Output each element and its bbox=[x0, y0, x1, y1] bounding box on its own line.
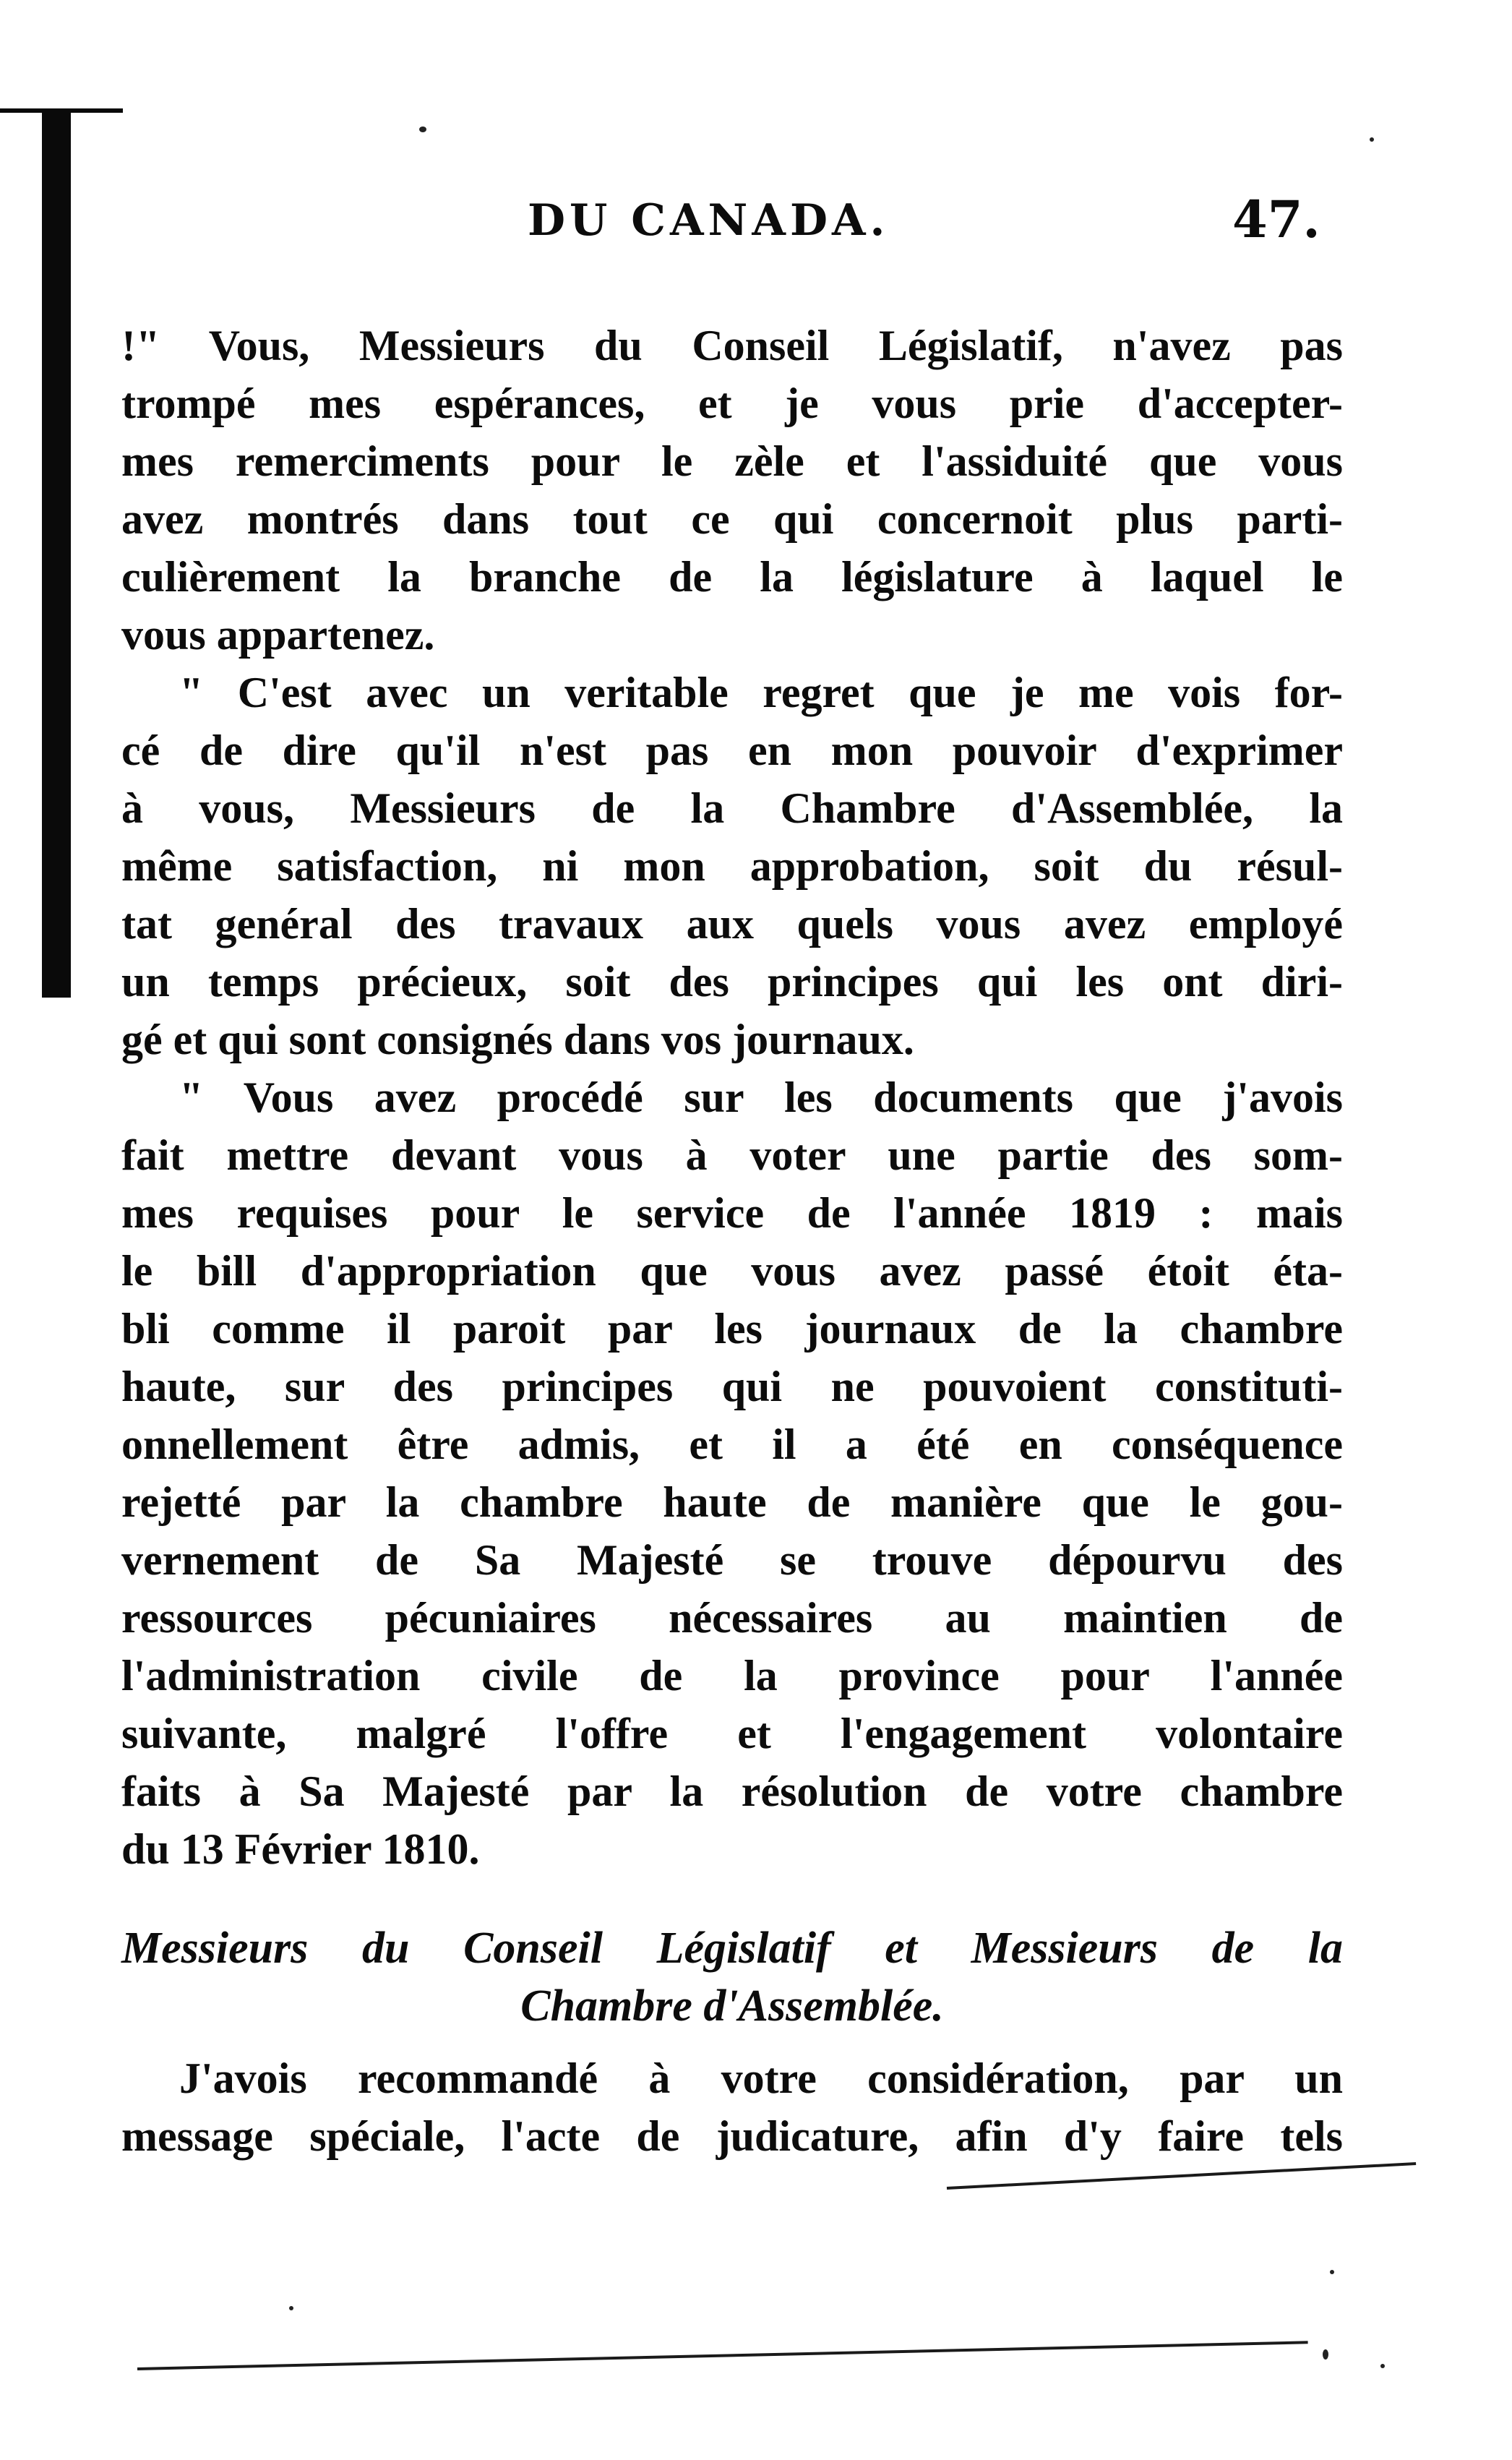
text-line: l'administration civile de la province pour l'année bbox=[121, 1652, 1343, 1700]
text-line: message spéciale, l'acte de judicature, afin d'y faire tels bbox=[121, 2112, 1343, 2160]
text-line: vernement de Sa Majesté se trouve dépourvu des bbox=[121, 1536, 1343, 1584]
scan-speck bbox=[1330, 2270, 1334, 2274]
scan-speck bbox=[1323, 2349, 1328, 2360]
text-line: faits à Sa Majesté par la résolution de votre chambre bbox=[121, 1767, 1343, 1815]
page-number: 47. bbox=[1232, 189, 1320, 249]
text-line: ressources pécuniaires nécessaires au maintien de bbox=[121, 1594, 1343, 1642]
text-line: onnellement être admis, et il a été en conséquence bbox=[121, 1420, 1343, 1468]
text-line: " Vous avez procédé sur les documents que j'avois bbox=[179, 1073, 1343, 1121]
scan-speck bbox=[1380, 2364, 1385, 2368]
closing-paragraph bbox=[121, 2049, 1343, 2165]
text-line: suivante, malgré l'offre et l'engagement volontaire bbox=[121, 1710, 1343, 1757]
text-line: tat genéral des travaux aux quels vous avez employé bbox=[121, 900, 1343, 948]
section-heading bbox=[121, 1919, 1343, 2035]
text-line: mes remerciments pour le zèle et l'assiduité que vous bbox=[121, 437, 1343, 485]
heading-line-1: Messieurs du Conseil Législatif et Messieurs de la bbox=[121, 1924, 1343, 1973]
text-line: mes requises pour le service de l'année 1819 : mais bbox=[121, 1189, 1343, 1237]
page-edge-line bbox=[947, 2162, 1416, 2190]
text-line: le bill d'appropriation que vous avez passé étoit éta- bbox=[121, 1247, 1343, 1295]
page-header bbox=[0, 189, 1512, 254]
text-line: vous appartenez. bbox=[121, 611, 435, 659]
text-line: J'avois recommandé à votre considération, par un bbox=[179, 2054, 1343, 2102]
text-line: !" Vous, Messieurs du Conseil Législatif, n'avez pas bbox=[121, 322, 1343, 369]
text-line: du 13 Février 1810. bbox=[121, 1825, 480, 1873]
text-line: même satisfaction, ni mon approbation, soit du résul- bbox=[121, 842, 1343, 890]
text-line: trompé mes espérances, et je vous prie d'accepter- bbox=[121, 380, 1343, 427]
heading-line-2: Chambre d'Assemblée. bbox=[520, 1981, 944, 2031]
text-line: cé de dire qu'il n'est pas en mon pouvoir d'exprimer bbox=[121, 727, 1343, 774]
running-head: DU CANADA. bbox=[528, 195, 890, 246]
text-line: rejetté par la chambre haute de manière que le gou- bbox=[121, 1478, 1343, 1526]
scan-speck bbox=[419, 127, 426, 132]
main-paragraphs bbox=[121, 317, 1343, 1878]
scan-speck bbox=[1370, 137, 1374, 142]
text-line: un temps précieux, soit des principes qui les ont diri- bbox=[121, 958, 1343, 1006]
text-line: gé et qui sont consignés dans vos journaux. bbox=[121, 1016, 914, 1063]
page-edge-line bbox=[137, 2341, 1308, 2370]
text-line: " C'est avec un veritable regret que je me vois for- bbox=[179, 669, 1343, 716]
text-line: avez montrés dans tout ce qui concernoit plus parti- bbox=[121, 495, 1343, 543]
scan-speck bbox=[289, 2306, 293, 2310]
text-line: culièrement la branche de la législature à laquel le bbox=[121, 553, 1343, 601]
text-line: bli comme il paroit par les journaux de la chambre bbox=[121, 1305, 1343, 1353]
text-line: haute, sur des principes qui ne pouvoient constituti- bbox=[121, 1363, 1343, 1410]
text-line: à vous, Messieurs de la Chambre d'Assemblée, la bbox=[121, 784, 1343, 832]
text-line: fait mettre devant vous à voter une partie des som- bbox=[121, 1131, 1343, 1179]
